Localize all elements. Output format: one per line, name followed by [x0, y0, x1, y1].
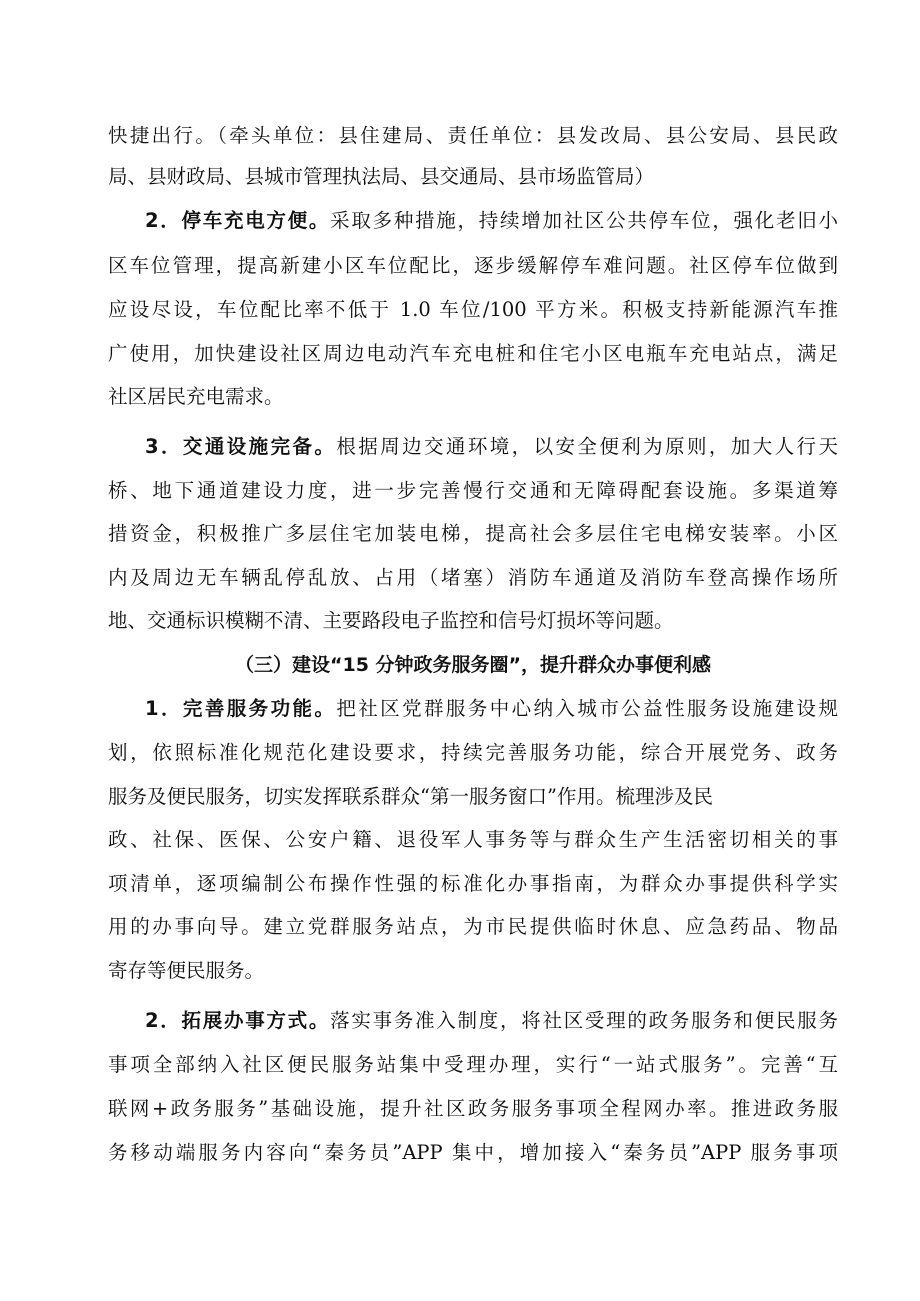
- item-number: 3．: [145, 435, 183, 458]
- paragraph-line: 桥、地下通道建设力度，进一步完善慢行交通和无障碍配套设施。多渠道筹: [108, 479, 838, 502]
- paragraph-first-line: 1．完善服务功能。把社区党群服务中心纳入城市公益性服务设施建设规: [145, 697, 838, 720]
- paragraph-line: 快捷出行。（牵头单位：县住建局、责任单位：县发改局、县公安局、县民政: [108, 124, 838, 147]
- item-title: 完善服务功能。: [182, 697, 337, 720]
- section-heading: （三）建设“15 分钟政务服务圈”，提升群众办事便利感: [234, 654, 712, 676]
- item-title: 停车充电方便。: [181, 209, 331, 232]
- paragraph-line: 局、县财政局、县城市管理执法局、县交通局、县市场监管局）: [108, 165, 655, 188]
- paragraph-line: 措资金，积极推广多层住宅加装电梯，提高社会多层住宅电梯安装率。小区: [108, 522, 838, 545]
- paragraph-line: 地、交通标识模糊不清、主要路段电子监控和信号灯损坏等问题。: [108, 609, 674, 632]
- paragraph-line: 区车位管理，提高新建小区车位配比，逐步缓解停车难问题。社区停车位做到: [108, 254, 838, 277]
- paragraph-line: 用的办事向导。建立党群服务站点，为市民提供临时休息、应急药品、物品: [108, 915, 838, 938]
- paragraph-line: 服务及便民服务，切实发挥联系群众“第一服务窗口”作用。梳理涉及民: [108, 785, 713, 808]
- item-number: 2．: [145, 1009, 182, 1032]
- paragraph-line: 应设尽设，车位配比率不低于 1.0 车位/100 平方米。积极支持新能源汽车推: [108, 298, 838, 321]
- paragraph-line: 划，依照标准化规范化建设要求，持续完善服务功能，综合开展党务、政务: [108, 741, 838, 764]
- item-number: 2．: [145, 209, 182, 232]
- item-title: 交通设施完备。: [182, 435, 337, 458]
- item-number: 1．: [145, 697, 183, 720]
- paragraph-line: 项清单，逐项编制公布操作性强的标准化办事指南，为群众办事提供科学实: [108, 872, 838, 895]
- paragraph-line: 内及周边无车辆乱停乱放、占用（堵塞）消防车通道及消防车登高操作场所: [108, 566, 838, 589]
- paragraph-first-line: 2．拓展办事方式。落实事务准入制度，将社区受理的政务服务和便民服务: [145, 1009, 838, 1032]
- paragraph-line: 联网+政务服务”基础设施，提升社区政务服务事项全程网办率。推进政务服: [108, 1097, 838, 1120]
- paragraph-line: 广使用，加快建设社区周边电动汽车充电桩和住宅小区电瓶车充电站点，满足: [108, 342, 838, 365]
- paragraph-line: 事项全部纳入社区便民服务站集中受理办理，实行“一站式服务”。完善“互: [108, 1053, 838, 1076]
- paragraph-line: 政、社保、医保、公安户籍、退役军人事务等与群众生产生活密切相关的事: [108, 828, 838, 851]
- paragraph-first-line: 3．交通设施完备。根据周边交通环境，以安全便利为原则，加大人行天: [145, 435, 838, 458]
- paragraph-line: 社区居民充电需求。: [108, 385, 284, 408]
- paragraph-line: 寄存等便民服务。: [108, 959, 265, 982]
- paragraph-first-line: 2．停车充电方便。采取多种措施，持续增加社区公共停车位，强化老旧小: [145, 209, 838, 232]
- paragraph-line: 务移动端服务内容向“秦务员”APP 集中，增加接入“秦务员”APP 服务事项: [108, 1141, 838, 1164]
- item-title: 拓展办事方式。: [181, 1009, 331, 1032]
